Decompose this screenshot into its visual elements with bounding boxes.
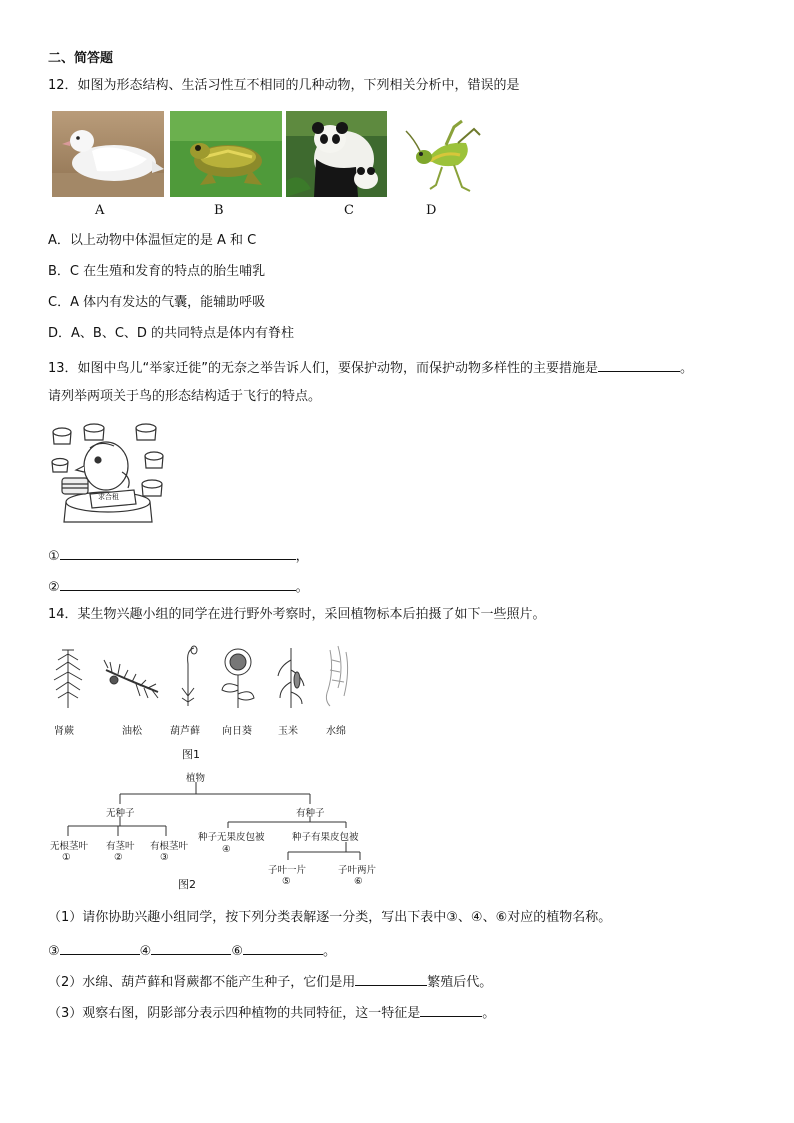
q12-stem: 12．如图为形态结构、生活习性互不相同的几种动物，下列相关分析中，错误的是	[48, 78, 520, 93]
q14-sub2-text: （2）水绵、葫芦藓和肾蕨都不能产生种子，它们是用	[48, 975, 356, 990]
plant-label-spirogyra: 水绵	[326, 726, 346, 737]
fern-icon	[54, 650, 82, 708]
figure2-caption: 图2	[178, 878, 196, 891]
q14-sub3	[48, 1002, 495, 1023]
tree-leaf3: 有根茎叶	[150, 841, 189, 852]
q14-blank4-marker: ④	[139, 944, 152, 959]
tree-n1: ①	[62, 852, 71, 863]
q13-blank-1[interactable]	[60, 545, 296, 560]
q14-sub2-blank[interactable]	[355, 971, 427, 986]
q13-blank-1-line	[48, 545, 309, 566]
photo-label-c: C	[344, 203, 354, 218]
q13-stem-end: 。	[680, 361, 694, 376]
sunflower-icon	[222, 649, 254, 708]
q14-sub1: （1）请你协助兴趣小组同学，按下列分类表解逐一分类，写出下表中③、④、⑥对应的植物名称。	[48, 910, 612, 925]
q13-blank-2-suffix: 。	[295, 580, 309, 595]
q14-blank3-marker: ③	[48, 944, 60, 959]
tree-has-seed: 有种子	[296, 808, 325, 819]
q14-blank6-marker: ⑥	[231, 944, 243, 959]
figure2-classification-tree	[48, 768, 378, 898]
q13-stem-line2: 请列举两项关于鸟的形态结构适于飞行的特点。	[48, 389, 322, 404]
dove-photo	[52, 111, 164, 197]
panda-photo	[286, 111, 387, 197]
cartoon-sign-text: 求合租	[98, 493, 119, 501]
q13-blank-2[interactable]	[60, 576, 296, 591]
tree-seed-bare: 种子无果皮包被	[198, 832, 265, 843]
q14-sub1-blanks	[48, 940, 336, 961]
tree-n4: ④	[222, 844, 231, 855]
q13-stem	[48, 357, 693, 378]
tree-n6: ⑥	[354, 876, 363, 887]
q13-stem-text: 13．如图中鸟儿“举家迁徙”的无奈之举告诉人们，要保护动物，而保护动物多样性的主要措施是	[48, 361, 599, 376]
plant-label-corn: 玉米	[278, 726, 298, 737]
photo-label-d: D	[426, 203, 437, 218]
tree-n5: ⑤	[282, 876, 291, 887]
tree-n3: ③	[160, 852, 169, 863]
grasshopper-photo	[400, 111, 484, 197]
q13-blank-2-line	[48, 576, 309, 597]
plant-label-fern: 肾蕨	[54, 726, 74, 737]
q14-sub3-text: （3）观察右图，阴影部分表示四种植物的共同特征，这一特征是	[48, 1006, 421, 1021]
bird-migration-cartoon	[48, 418, 170, 526]
section-title: 二、简答题	[48, 51, 114, 66]
q13-blank-1-suffix: ，	[295, 549, 309, 564]
tree-seed-covered: 种子有果皮包被	[292, 832, 359, 843]
q14-sub3-suffix: 。	[482, 1006, 496, 1021]
plant-label-moss: 葫芦藓	[170, 726, 200, 737]
moss-icon	[182, 646, 197, 706]
tree-root: 植物	[186, 773, 206, 784]
q12-option-c: C．A 体内有发达的气囊，能辅助呼吸	[48, 295, 266, 310]
tree-n2: ②	[114, 852, 123, 863]
q12-option-b: B．C 在生殖和发育的特点的胎生哺乳	[48, 264, 266, 279]
corn-icon	[278, 648, 304, 708]
q13-blank-2-marker: ②	[48, 580, 60, 595]
plant-label-sunflower: 向日葵	[222, 726, 252, 737]
q14-sub3-blank[interactable]	[420, 1002, 482, 1017]
q14-blank-4[interactable]	[151, 940, 231, 955]
q12-option-a: A．以上动物中体温恒定的是 A 和 C	[48, 233, 257, 248]
tree-leaf2: 有茎叶	[106, 841, 135, 852]
q14-sub2	[48, 971, 492, 992]
tree-mono: 子叶一片	[268, 865, 307, 876]
q12-option-d: D．A、B、C、D 的共同特点是体内有脊柱	[48, 326, 295, 341]
frog-photo	[170, 111, 282, 197]
q13-blank-1-marker: ①	[48, 549, 60, 564]
figure1-plants	[48, 640, 368, 710]
q13-answer-blank[interactable]	[598, 357, 680, 372]
tree-leaf1: 无根茎叶	[50, 841, 89, 852]
tree-dicot: 子叶两片	[338, 865, 377, 876]
photo-label-a: A	[95, 203, 105, 218]
q14-stem: 14．某生物兴趣小组的同学在进行野外考察时，采回植物标本后拍摄了如下一些照片。	[48, 607, 546, 622]
q14-sub2-suffix: 繁殖后代。	[427, 975, 493, 990]
plant-label-pine: 油松	[122, 726, 142, 737]
figure1-caption: 图1	[182, 748, 200, 761]
q14-blank-3[interactable]	[60, 940, 140, 955]
pine-icon	[104, 660, 158, 698]
spirogyra-icon	[326, 646, 347, 706]
photo-label-b: B	[214, 203, 224, 218]
q14-blank-6[interactable]	[243, 940, 323, 955]
tree-no-seed: 无种子	[106, 808, 135, 819]
q14-sub1-end: 。	[322, 944, 336, 959]
